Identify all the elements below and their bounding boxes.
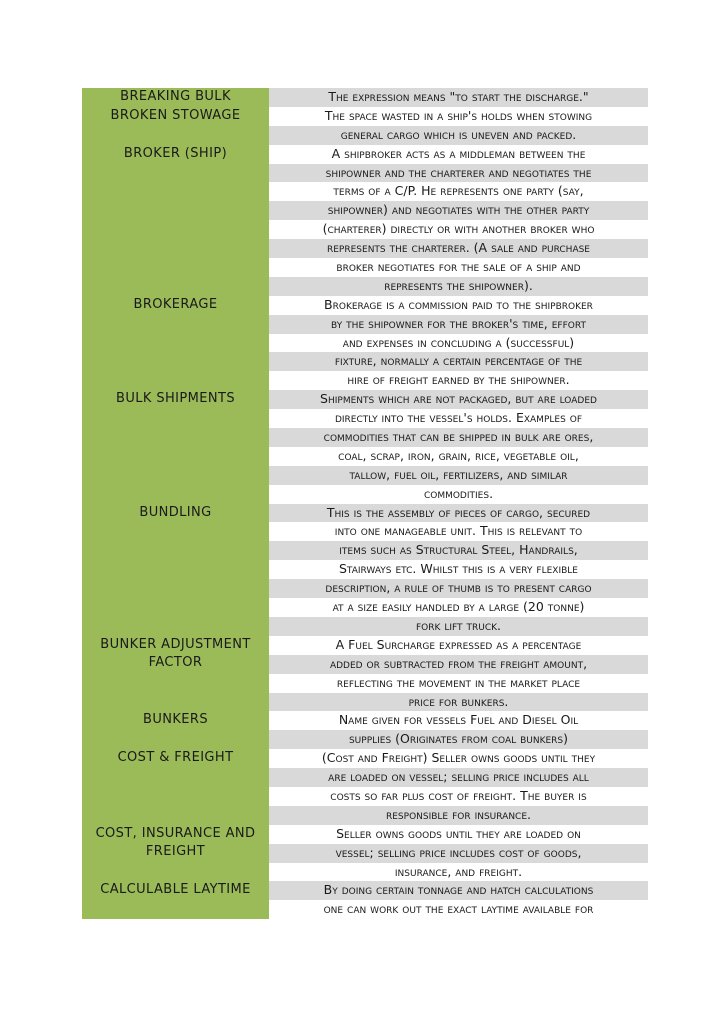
- glossary-definition-line: This is the assembly of pieces of cargo, secured: [269, 504, 648, 523]
- glossary-term: [82, 145, 269, 296]
- glossary-term-line: BUNDLING: [139, 504, 212, 520]
- glossary-definition-line: vessel; selling price includes cost of goods,: [269, 844, 648, 863]
- glossary-definition-line: terms of a C/P. He represents one party (say,: [333, 183, 584, 199]
- glossary-definition-line: by the shipowner for the broker's time, effort: [269, 315, 648, 334]
- glossary-row: [82, 636, 648, 712]
- glossary-definition-line: costs so far plus cost of freight. The buyer is: [330, 787, 587, 803]
- glossary-definition-line: added or subtracted from the freight amount,: [269, 655, 648, 674]
- glossary-definition-line: fork lift truck.: [269, 617, 648, 636]
- glossary-row: [82, 390, 648, 503]
- glossary-term-line: FREIGHT: [145, 844, 206, 860]
- glossary-definition-line: one can work out the exact laytime available for: [323, 901, 594, 917]
- glossary-definition: [269, 390, 648, 503]
- glossary-definition: [269, 145, 648, 296]
- glossary-definition-line: commodities that can be shipped in bulk are ores,: [269, 428, 648, 447]
- glossary-term-line: FACTOR: [148, 655, 203, 671]
- glossary-definition-line: tallow, fuel oil, fertilizers, and similar: [269, 466, 648, 485]
- glossary-definition-line: The expression means "to start the discharge.": [269, 88, 648, 107]
- glossary-term: [82, 825, 269, 882]
- glossary-row: [82, 296, 648, 390]
- glossary-definition-line: into one manageable unit. This is relevant to: [334, 523, 583, 539]
- glossary-term: [82, 107, 269, 145]
- glossary-term-line: COST & FREIGHT: [117, 750, 234, 766]
- glossary-definition-line: are loaded on vessel; selling price includes all: [269, 768, 648, 787]
- glossary-row: [82, 825, 648, 882]
- glossary-definition-line: Stairways etc. Whilst this is a very flexible: [339, 561, 578, 577]
- glossary-definition-line: coal, scrap, iron, grain, rice, vegetable oil,: [338, 447, 579, 463]
- glossary-row: [82, 145, 648, 296]
- glossary-definition-line: By doing certain tonnage and hatch calculations: [269, 881, 648, 900]
- glossary-definition-line: The space wasted in a ship's holds when stowing: [324, 107, 593, 123]
- glossary-definition-line: price for bunkers.: [269, 693, 648, 712]
- glossary-definition-line: Shipments which are not packaged, but are loaded: [269, 390, 648, 409]
- glossary-term: [82, 390, 269, 503]
- glossary-row: [82, 504, 648, 636]
- glossary-term-line: BULK SHIPMENTS: [116, 391, 235, 407]
- glossary-term-line: BROKER (SHIP): [123, 145, 228, 161]
- glossary-row: [82, 107, 648, 145]
- glossary-term: [82, 88, 269, 107]
- glossary-definition-line: responsible for insurance.: [269, 806, 648, 825]
- glossary-definition-line: directly into the vessel's holds. Examples of: [334, 410, 583, 426]
- glossary-term-line: COST, INSURANCE AND: [95, 825, 256, 841]
- glossary-definition-line: Brokerage is a commission paid to the shipbroker: [324, 296, 593, 312]
- glossary-definition-line: Seller owns goods until they are loaded on: [336, 825, 581, 841]
- glossary-term-line: CALCULABLE LAYTIME: [100, 882, 251, 898]
- glossary-definition-line: fixture, normally a certain percentage of the: [269, 352, 648, 371]
- glossary-term: [82, 504, 269, 636]
- glossary-term: [82, 881, 269, 919]
- glossary-definition-line: (Cost and Freight) Seller owns goods until they: [321, 750, 596, 766]
- glossary-body: [82, 88, 648, 919]
- glossary-definition-line: shipowner and the charterer and negotiates the: [269, 164, 648, 183]
- glossary-definition-line: at a size easily handled by a large (20 tonne): [332, 599, 585, 615]
- glossary-term: [82, 749, 269, 825]
- glossary-definition: [269, 825, 648, 882]
- glossary-term: [82, 636, 269, 712]
- glossary-definition: [269, 296, 648, 390]
- glossary-row: [82, 88, 648, 107]
- glossary-definition-line: hire of freight earned by the shipowner.: [347, 372, 570, 388]
- glossary-definition: [269, 636, 648, 712]
- glossary-definition-line: Name given for vessels Fuel and Diesel Oil: [338, 712, 579, 728]
- glossary-definition-line: supplies (Originates from coal bunkers): [269, 730, 648, 749]
- glossary-row: [82, 881, 648, 919]
- glossary-definition-line: insurance, and freight.: [394, 863, 523, 879]
- glossary-definition-line: commodities.: [423, 485, 494, 501]
- glossary-definition-line: represents the charterer. (A sale and purchase: [269, 239, 648, 258]
- glossary-table: [82, 88, 648, 919]
- glossary-row: [82, 711, 648, 749]
- glossary-row: [82, 749, 648, 825]
- glossary-definition-line: and expenses in concluding a (successful): [342, 334, 575, 350]
- glossary-definition: [269, 749, 648, 825]
- glossary-definition: [269, 107, 648, 145]
- glossary-definition-line: (charterer) directly or with another broker who: [322, 221, 595, 237]
- glossary-definition-line: A Fuel Surcharge expressed as a percentage: [335, 636, 582, 652]
- glossary-definition: [269, 88, 648, 107]
- glossary-term-line: BROKEN STOWAGE: [110, 107, 241, 123]
- glossary-definition: [269, 711, 648, 749]
- glossary-term-line: BROKERAGE: [133, 296, 218, 312]
- glossary-definition-line: shipowner) and negotiates with the other party: [269, 201, 648, 220]
- glossary-term: [82, 711, 269, 749]
- glossary-definition-line: description, a rule of thumb is to present cargo: [269, 579, 648, 598]
- glossary-definition-line: broker negotiates for the sale of a ship and: [336, 259, 581, 275]
- glossary-definition-line: represents the shipowner).: [269, 277, 648, 296]
- glossary-term: [82, 296, 269, 390]
- glossary-definition: [269, 881, 648, 919]
- glossary-definition-line: items such as Structural Steel, Handrails,: [269, 541, 648, 560]
- glossary-definition-line: general cargo which is uneven and packed.: [269, 126, 648, 145]
- glossary-term-line: BUNKERS: [143, 712, 208, 728]
- glossary-term-line: BUNKER ADJUSTMENT: [100, 636, 251, 652]
- glossary-term-line: BREAKING BULK: [120, 89, 231, 104]
- glossary-definition: [269, 504, 648, 636]
- glossary-definition-line: reflecting the movement in the market place: [336, 674, 581, 690]
- glossary-definition-line: A shipbroker acts as a middleman between the: [331, 145, 586, 161]
